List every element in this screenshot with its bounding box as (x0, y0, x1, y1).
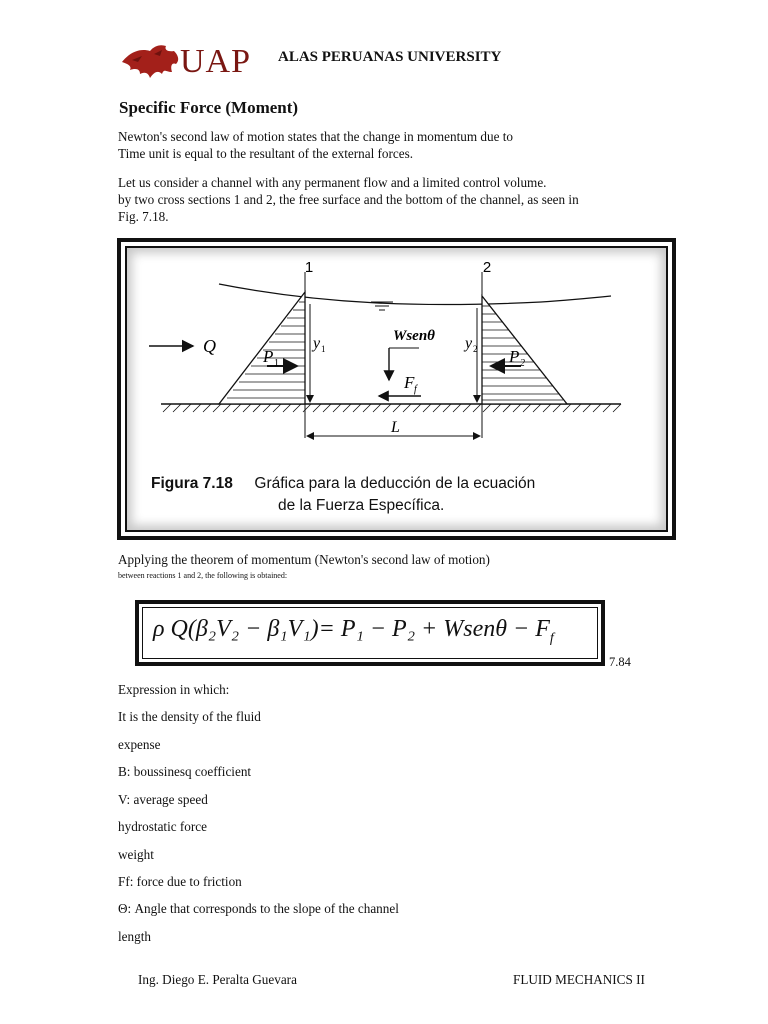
paragraph-newton (118, 128, 638, 162)
section-1-label: 1 (304, 259, 314, 276)
definition-item: V: average speed (118, 792, 208, 807)
equation-rhs-subscript: f (549, 630, 554, 646)
p2-subscript: 2 (520, 358, 525, 369)
definition-item: Θ: Angle that corresponds to the slope of the channel (118, 901, 399, 916)
paragraph-line: Time unit is equal to the resultant of the external forces. (118, 146, 414, 161)
equation-number: 7.84 (609, 655, 631, 669)
footer-course: FLUID MECHANICS II (513, 972, 645, 987)
momentum-equation (153, 616, 554, 647)
y1-label: y (313, 335, 321, 352)
friction-label: F (404, 373, 415, 392)
definition-item: B: boussinesq coefficient (118, 764, 252, 779)
paragraph-line: Newton's second law of motion states that the change in momentum due to (118, 129, 513, 144)
definition-item: length (118, 929, 151, 944)
y2-subscript: 2 (473, 344, 478, 354)
equation-rhs: = P₁ − P₂ + Wsenθ − F (318, 616, 550, 642)
equation-lhs: ρ Q(β₂V₂ − β₁V₁) (153, 616, 319, 642)
paragraph-line: Let us consider a channel with any permanent flow and a limited control volume. (118, 175, 547, 190)
paragraph-line: Fig. 7.18. (118, 209, 169, 224)
applying-subtext: between reactions 1 and 2, the following is obtained: (118, 571, 288, 580)
definition-item: Ff: force due to friction (118, 874, 242, 889)
figure-caption-line2: de la Fuerza Específica. (278, 497, 445, 514)
y1-subscript: 1 (321, 344, 326, 354)
section-2-label: 2 (482, 259, 492, 276)
p1-label: P (263, 347, 274, 366)
p2-label: P (509, 347, 520, 366)
definition-item: expense (118, 737, 161, 752)
figure-caption-text: Gráfica para la deducción de la ecuación (254, 475, 536, 492)
griffin-logo-icon (120, 42, 182, 82)
equation-box (135, 600, 605, 666)
figure-caption-line1 (151, 475, 535, 493)
length-label: L (391, 419, 400, 436)
flow-q-label: Q (203, 336, 216, 356)
figure-7-18 (117, 238, 676, 540)
header-logo (120, 40, 540, 84)
p1-subscript: 1 (274, 358, 279, 369)
definition-item: weight (118, 847, 154, 862)
friction-subscript: f (414, 384, 417, 395)
university-name: ALAS PERUANAS UNIVERSITY (278, 49, 502, 65)
applying-text: Applying the theorem of momentum (Newton's second law of motion) (118, 552, 490, 567)
footer-author: Ing. Diego E. Peralta Guevara (138, 972, 297, 987)
paragraph-channel (118, 174, 638, 225)
definition-item: hydrostatic force (118, 819, 207, 834)
definition-item: It is the density of the fluid (118, 709, 261, 724)
logo-uap-text: UAP (180, 43, 252, 80)
weight-label: Wsenθ (393, 328, 435, 344)
paragraph-line: by two cross sections 1 and 2, the free surface and the bottom of the channel, as seen in (118, 192, 579, 207)
definition-item: Expression in which: (118, 682, 230, 697)
section-title: Specific Force (Moment) (119, 98, 299, 117)
figure-caption-label: Figura 7.18 (151, 475, 233, 492)
y2-label: y (465, 335, 473, 352)
